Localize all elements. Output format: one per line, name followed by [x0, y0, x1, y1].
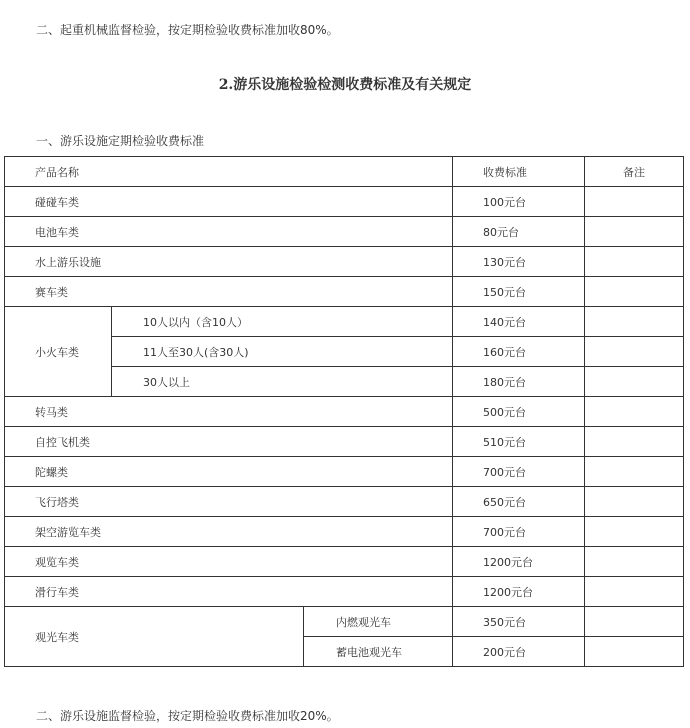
product-name: 飞行塔类 — [5, 487, 453, 517]
table-row — [5, 517, 684, 547]
fee-table — [4, 156, 684, 667]
product-subtype: 11人至30人(含30人) — [112, 337, 453, 367]
top-note: 二、起重机械监督检验，按定期检验收费标准加收80%。 — [36, 23, 339, 37]
header-product-name: 产品名称 — [5, 157, 453, 187]
product-fee: 510元台 — [453, 427, 585, 457]
product-name: 自控飞机类 — [5, 427, 453, 457]
table-row — [5, 457, 684, 487]
product-fee: 130元台 — [453, 247, 585, 277]
product-fee: 180元台 — [453, 367, 585, 397]
product-remark — [585, 367, 684, 397]
table-row — [5, 607, 684, 637]
table-row — [5, 187, 684, 217]
product-remark — [585, 247, 684, 277]
product-remark — [585, 307, 684, 337]
table-row — [5, 397, 684, 427]
product-remark — [585, 487, 684, 517]
product-name: 架空游览车类 — [5, 517, 453, 547]
product-name: 小火车类 — [5, 307, 112, 397]
product-name: 转马类 — [5, 397, 453, 427]
product-remark — [585, 517, 684, 547]
product-subtype: 蓄电池观光车 — [304, 637, 453, 667]
product-name: 碰碰车类 — [5, 187, 453, 217]
product-remark — [585, 337, 684, 367]
table-row — [5, 277, 684, 307]
product-remark — [585, 217, 684, 247]
table-header-row — [5, 157, 684, 187]
table-row — [5, 547, 684, 577]
product-remark — [585, 547, 684, 577]
product-fee: 500元台 — [453, 397, 585, 427]
product-remark — [585, 427, 684, 457]
table-row — [5, 307, 684, 337]
product-fee: 700元台 — [453, 517, 585, 547]
product-fee: 1200元台 — [453, 577, 585, 607]
product-name: 赛车类 — [5, 277, 453, 307]
product-remark — [585, 187, 684, 217]
product-remark — [585, 607, 684, 637]
product-remark — [585, 457, 684, 487]
product-fee: 700元台 — [453, 457, 585, 487]
product-name: 观览车类 — [5, 547, 453, 577]
product-name: 滑行车类 — [5, 577, 453, 607]
product-fee: 100元台 — [453, 187, 585, 217]
product-fee: 200元台 — [453, 637, 585, 667]
section-title: 2.游乐设施检验检测收费标准及有关规定 — [218, 77, 472, 93]
product-name: 电池车类 — [5, 217, 453, 247]
bottom-note: 二、游乐设施监督检验，按定期检验收费标准加收20%。 — [36, 709, 339, 723]
header-fee: 收费标准 — [453, 157, 585, 187]
product-remark — [585, 277, 684, 307]
product-subtype: 30人以上 — [112, 367, 453, 397]
product-fee: 150元台 — [453, 277, 585, 307]
table-row — [5, 487, 684, 517]
product-remark — [585, 637, 684, 667]
product-fee: 1200元台 — [453, 547, 585, 577]
product-fee: 350元台 — [453, 607, 585, 637]
product-subtype: 内燃观光车 — [304, 607, 453, 637]
product-subtype: 10人以内（含10人） — [112, 307, 453, 337]
product-fee: 650元台 — [453, 487, 585, 517]
table-row — [5, 427, 684, 457]
product-fee: 140元台 — [453, 307, 585, 337]
product-fee: 80元台 — [453, 217, 585, 247]
table-row — [5, 247, 684, 277]
subsection-title: 一、游乐设施定期检验收费标准 — [36, 134, 205, 148]
product-fee: 160元台 — [453, 337, 585, 367]
product-name: 陀螺类 — [5, 457, 453, 487]
product-name: 水上游乐设施 — [5, 247, 453, 277]
table-row — [5, 577, 684, 607]
product-remark — [585, 397, 684, 427]
product-name: 观光车类 — [5, 607, 304, 667]
header-remark: 备注 — [585, 157, 684, 187]
table-row — [5, 217, 684, 247]
product-remark — [585, 577, 684, 607]
